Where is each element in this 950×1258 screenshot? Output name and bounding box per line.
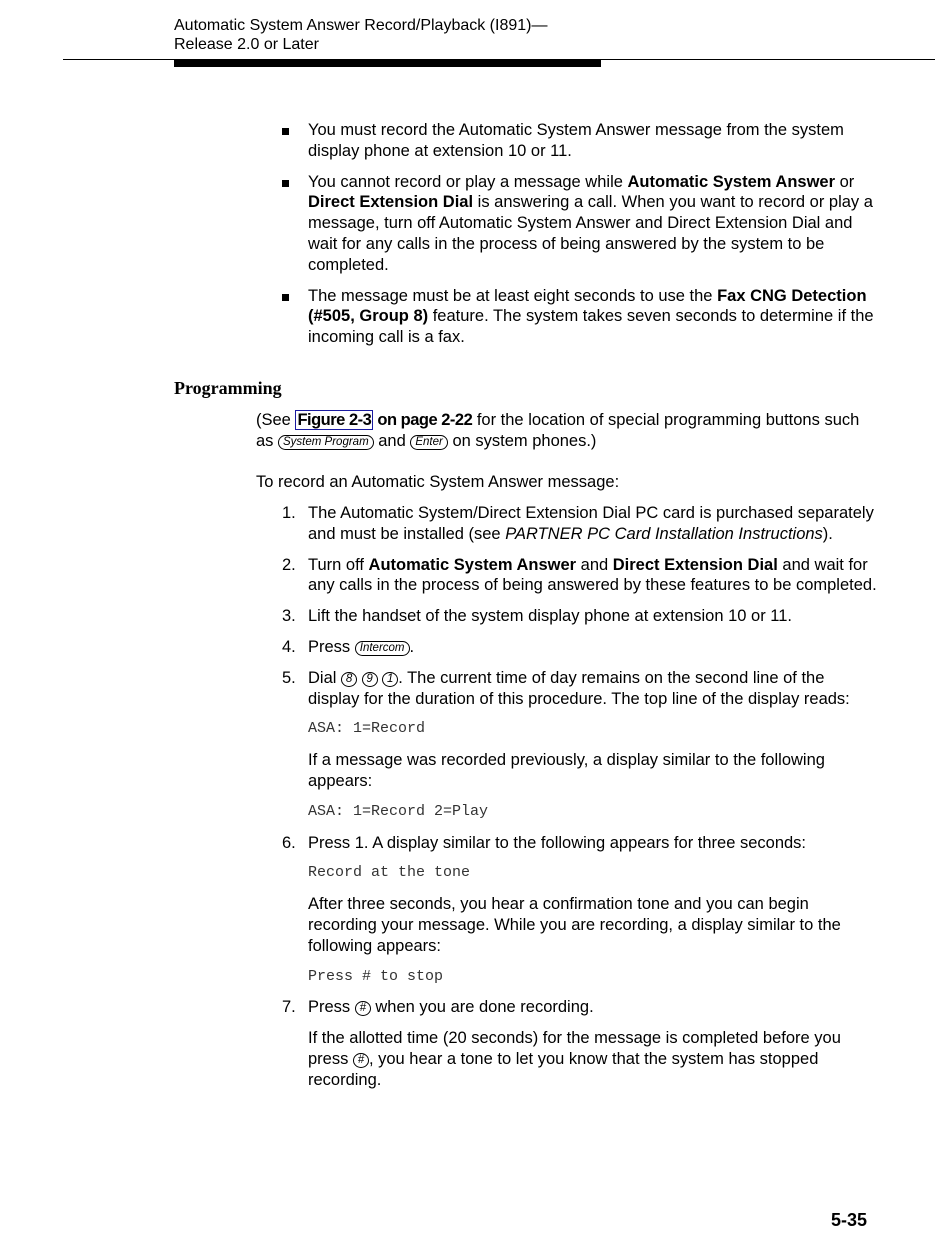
para-text: on system phones.) bbox=[447, 431, 597, 450]
running-header bbox=[174, 16, 547, 54]
feature-name: Automatic System Answer bbox=[368, 555, 577, 574]
step-item bbox=[282, 668, 877, 823]
step-text: when you are done recording. bbox=[370, 998, 594, 1017]
header-bar bbox=[174, 60, 601, 67]
note-text: is answering a call. When you want to record or play a message, turn off Automatic System Answer and Direct Extension Dial and wait for any calls in the process of being answered by the system to be completed. bbox=[308, 193, 873, 274]
para-text: and bbox=[373, 431, 411, 450]
system-program-key-icon: System Program bbox=[278, 435, 374, 450]
dial-key-1-icon: 1 bbox=[382, 672, 398, 687]
pound-key-icon: # bbox=[355, 1001, 371, 1016]
step-text: Turn off bbox=[308, 555, 369, 574]
step-text: , you hear a tone to let you know that the system has stopped recording. bbox=[308, 1049, 819, 1089]
step-text: Lift the handset of the system display phone at extension 10 or 11. bbox=[308, 607, 793, 626]
note-text: You must record the Automatic System Answer message from the system display phone at extension 10 or 11. bbox=[308, 121, 844, 160]
dial-key-8-icon: 8 bbox=[341, 672, 357, 687]
pound-key-icon: # bbox=[353, 1053, 369, 1068]
note-text: The message must be at least eight seconds to use the bbox=[308, 286, 718, 305]
step-note bbox=[308, 1028, 877, 1090]
step-text: Press 1. A display similar to the following appears for three seconds: bbox=[308, 833, 807, 852]
intercom-key-icon: Intercom bbox=[355, 641, 410, 656]
enter-key-icon: Enter bbox=[410, 435, 448, 450]
step-note: If a message was recorded previously, a display similar to the following appears: bbox=[308, 751, 825, 790]
document-title: PARTNER PC Card Installation Instructions bbox=[505, 524, 823, 543]
step-number: 5. bbox=[282, 668, 296, 687]
bullet-square-icon bbox=[282, 128, 289, 135]
step-text: . bbox=[409, 637, 415, 656]
feature-name: Direct Extension Dial bbox=[308, 193, 474, 212]
procedure-steps bbox=[282, 503, 877, 1101]
note-item bbox=[282, 120, 877, 162]
header-title: Automatic System Answer Record/Playback (I891)— bbox=[174, 17, 548, 34]
figure-link[interactable]: Figure 2-3 bbox=[297, 411, 372, 429]
step-text: If the allotted time (20 seconds) for the message is completed before you press bbox=[308, 1029, 841, 1068]
note-text: feature. The system takes seven seconds to determine if the incoming call is a fax. bbox=[308, 307, 874, 347]
step-item bbox=[282, 833, 877, 988]
bullet-square-icon bbox=[282, 294, 289, 301]
step-note: After three seconds, you hear a confirmation tone and you can begin recording your message. While you are recording, a display similar to the following appears: bbox=[308, 895, 841, 955]
step-text: and bbox=[576, 555, 613, 574]
step-item bbox=[282, 606, 877, 627]
page-number: 5-35 bbox=[831, 1210, 868, 1230]
step-text: . The current time of day remains on the second line of the display for the duration of this procedure. The top line of the display reads: bbox=[308, 668, 850, 708]
step-text: Press bbox=[308, 998, 355, 1017]
display-readout: Press # to stop bbox=[308, 967, 444, 985]
step-text: Dial bbox=[308, 668, 342, 687]
display-readout: ASA: 1=Record bbox=[308, 720, 426, 738]
feature-name: Fax CNG Detection (#505, Group 8) bbox=[308, 286, 867, 326]
step-number: 4. bbox=[282, 637, 296, 656]
step-number: 3. bbox=[282, 607, 296, 626]
dial-key-9-icon: 9 bbox=[362, 672, 378, 687]
procedure-intro: To record an Automatic System Answer message: bbox=[256, 473, 620, 491]
step-number: 1. bbox=[282, 504, 296, 522]
header-release: Release 2.0 or Later bbox=[174, 36, 319, 53]
bullet-square-icon bbox=[282, 180, 289, 187]
step-text: Press bbox=[308, 637, 355, 656]
para-text: (See bbox=[256, 411, 296, 429]
note-text: or bbox=[835, 172, 855, 191]
display-readout: Record at the tone bbox=[308, 864, 471, 882]
step-item bbox=[282, 503, 877, 545]
step-item bbox=[282, 997, 877, 1090]
page-reference: on page 2-22 bbox=[373, 411, 473, 429]
step-text: and wait for any calls in the process of being answered by these features to be completed. bbox=[308, 555, 877, 595]
notes-list bbox=[282, 120, 877, 358]
step-text: The Automatic System/Direct Extension Dial PC card is purchased separately and must be installed (see bbox=[308, 504, 874, 543]
see-reference-paragraph bbox=[256, 410, 876, 452]
note-text: You cannot record or play a message while bbox=[308, 172, 628, 191]
step-number: 7. bbox=[282, 998, 296, 1017]
feature-name: Direct Extension Dial bbox=[612, 555, 778, 574]
step-item bbox=[282, 555, 877, 597]
feature-name: Automatic System Answer bbox=[627, 172, 836, 191]
step-number: 6. bbox=[282, 833, 296, 852]
step-text: ). bbox=[822, 524, 833, 543]
note-item bbox=[282, 286, 877, 348]
step-item bbox=[282, 637, 877, 658]
para-text: for the location of special programming buttons such as bbox=[256, 411, 860, 450]
section-title: Programming bbox=[174, 378, 282, 398]
note-item bbox=[282, 172, 877, 276]
display-readout: ASA: 1=Record 2=Play bbox=[308, 802, 489, 820]
step-number: 2. bbox=[282, 555, 296, 574]
